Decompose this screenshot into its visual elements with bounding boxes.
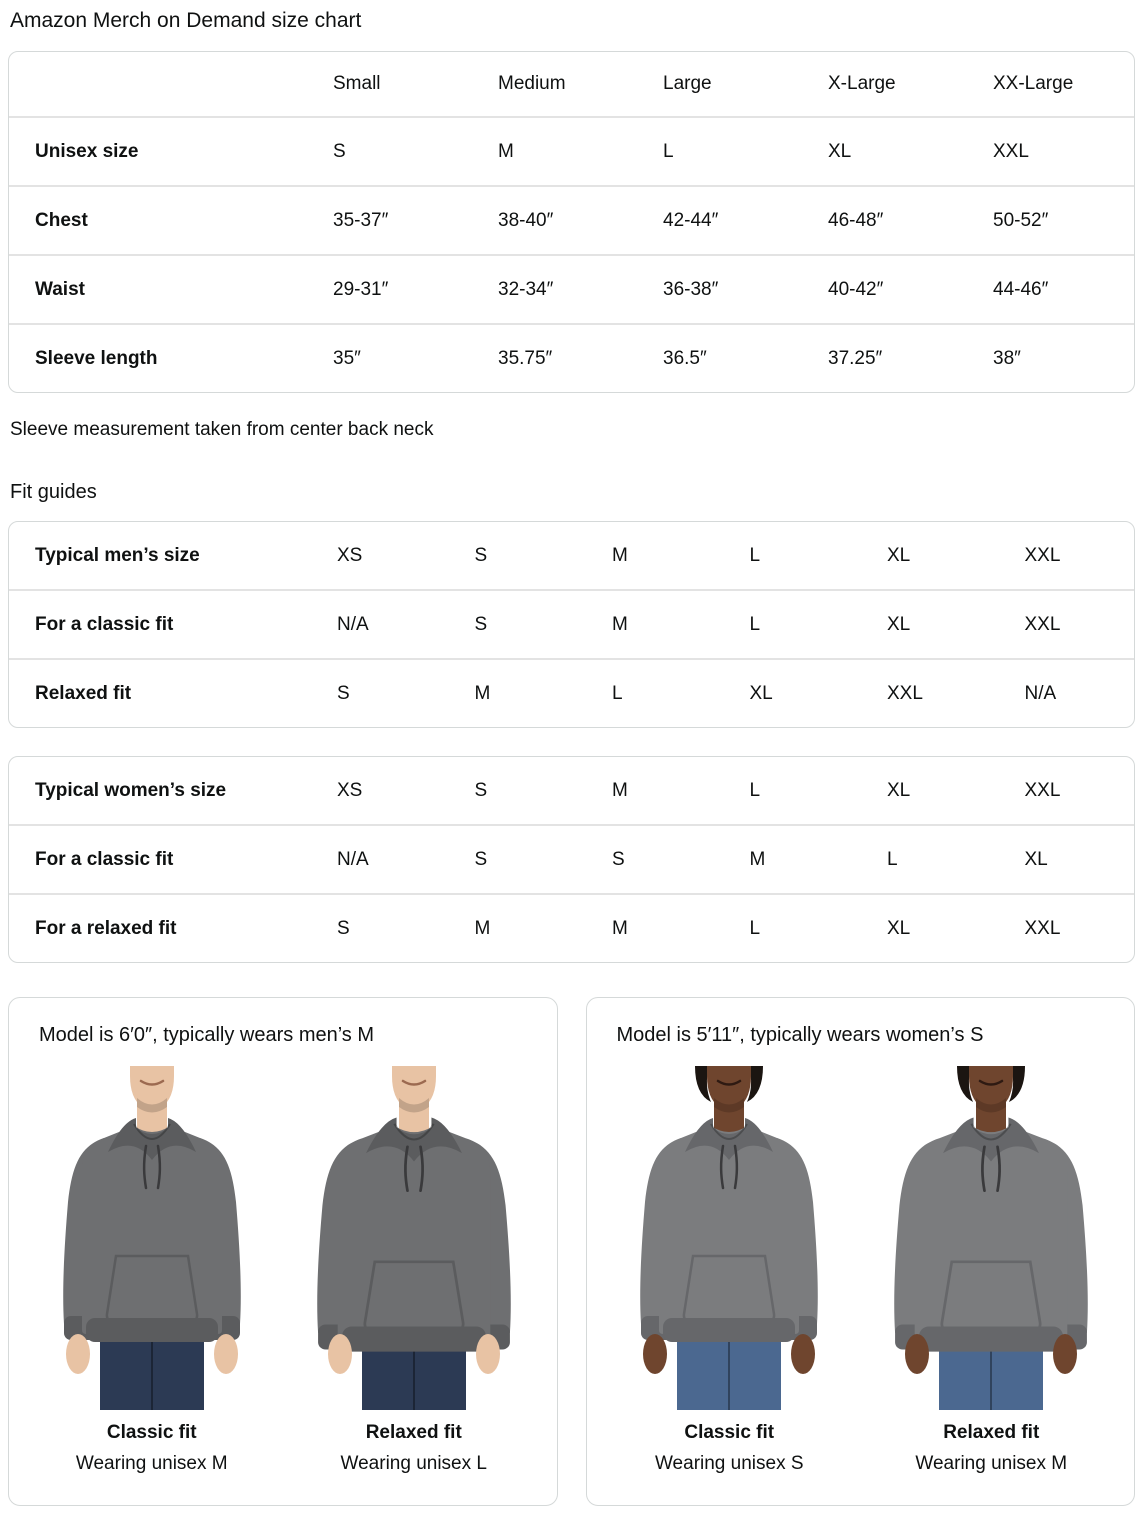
model-card-men <box>8 997 558 1506</box>
cell-value: XXL <box>1024 544 1061 566</box>
model-photos <box>605 1066 1117 1475</box>
model-figure <box>317 1066 511 1410</box>
female-relaxed-model-photo <box>873 1066 1109 1410</box>
fit-row-classic-fit <box>9 589 1134 658</box>
column-header-x-large: X-Large <box>828 73 896 94</box>
hoodie-illustration <box>63 1118 241 1342</box>
cell-value: N/A <box>1024 682 1057 704</box>
cell-value: M <box>612 544 628 566</box>
model-cards <box>8 997 1135 1506</box>
cell-value: XXL <box>1024 613 1061 635</box>
male-classic-model-photo <box>34 1066 270 1410</box>
cell-value: L <box>749 544 761 566</box>
cell-value: S <box>474 613 488 635</box>
cell-value: S <box>474 779 488 801</box>
fit-wearing: Wearing unisex L <box>340 1453 487 1474</box>
model-hand <box>66 1334 90 1374</box>
fit-name: Relaxed fit <box>365 1422 462 1443</box>
cell-value: XXL <box>887 682 923 704</box>
cell-value: XL <box>828 140 852 162</box>
column-header-xx-large: XX-Large <box>993 73 1074 94</box>
hoodie-illustration <box>640 1118 818 1342</box>
row-label: Waist <box>35 278 85 300</box>
fit-name: Classic fit <box>106 1422 197 1443</box>
cell-value: 29-31″ <box>333 278 389 300</box>
cell-value: L <box>887 848 898 870</box>
row-label: Unisex size <box>35 140 139 162</box>
cell-value: S <box>337 682 350 704</box>
model-figure <box>894 1066 1088 1410</box>
cell-value: S <box>474 848 488 870</box>
cell-value: N/A <box>337 613 369 635</box>
model-card-heading: Model is 6′0″, typically wears men’s M <box>39 1024 375 1046</box>
table-row-sleeve-length <box>9 323 1134 392</box>
fit-row-relaxed-fit <box>9 893 1134 962</box>
cell-value: 42-44″ <box>663 209 719 231</box>
row-label: Sleeve length <box>35 347 158 369</box>
cell-value: 35-37″ <box>333 209 389 231</box>
model-hand <box>476 1334 500 1374</box>
row-label: Chest <box>35 209 88 231</box>
cell-value: L <box>612 682 623 704</box>
row-label: For a classic fit <box>35 613 174 635</box>
table-header-row <box>9 52 1134 116</box>
cell-value: 46-48″ <box>828 209 884 231</box>
female-classic-model-photo <box>611 1066 847 1410</box>
cell-value: XL <box>887 544 911 566</box>
cell-value: 40-42″ <box>828 278 884 300</box>
sleeve-measurement-note: Sleeve measurement taken from center back neck <box>10 419 434 440</box>
cell-value: XL <box>887 613 911 635</box>
size-chart-table <box>8 51 1135 393</box>
cell-value: XL <box>749 682 773 704</box>
hoodie-illustration <box>317 1118 511 1352</box>
cell-value: XXL <box>1024 779 1061 801</box>
fit-wearing: Wearing unisex S <box>654 1453 804 1474</box>
cell-value: XL <box>1024 848 1048 870</box>
row-label: Typical women’s size <box>35 779 227 801</box>
fit-name: Relaxed fit <box>943 1422 1040 1443</box>
column-header-large: Large <box>663 73 712 94</box>
model-photo-women-classic <box>611 1066 847 1475</box>
cell-value: L <box>749 779 761 801</box>
cell-value: M <box>498 140 514 162</box>
cell-value: M <box>612 779 628 801</box>
model-card-heading: Model is 5′11″, typically wears women’s S <box>616 1024 984 1046</box>
cell-value: M <box>749 848 766 870</box>
cell-value: M <box>474 682 491 704</box>
cell-value: 32-34″ <box>498 278 554 300</box>
hoodie-illustration <box>894 1118 1088 1352</box>
cell-value: 35″ <box>333 347 361 369</box>
model-figure <box>63 1066 241 1410</box>
column-header-medium: Medium <box>498 73 566 94</box>
row-label: For a classic fit <box>35 848 174 870</box>
cell-value: XL <box>887 779 911 801</box>
cell-value: S <box>612 848 625 870</box>
cell-value: N/A <box>337 848 369 870</box>
cell-value: 38″ <box>993 347 1021 369</box>
row-label: Typical men’s size <box>35 544 200 566</box>
table-row-chest <box>9 185 1134 254</box>
cell-value: XXL <box>1024 917 1061 939</box>
fit-guide-women-table <box>8 756 1135 963</box>
table-row-unisex-size <box>9 116 1134 185</box>
cell-value: 44-46″ <box>993 278 1049 300</box>
fit-wearing: Wearing unisex M <box>915 1453 1068 1474</box>
male-relaxed-model-photo <box>296 1066 532 1410</box>
fit-row-classic-fit <box>9 824 1134 893</box>
model-photo-women-relaxed <box>873 1066 1109 1475</box>
cell-value: S <box>333 140 346 162</box>
cell-value: S <box>474 544 488 566</box>
model-hand <box>328 1334 352 1374</box>
model-hand <box>643 1334 667 1374</box>
cell-value: S <box>337 917 350 939</box>
cell-value: M <box>612 613 628 635</box>
table-row-waist <box>9 254 1134 323</box>
model-hand <box>214 1334 238 1374</box>
model-hand <box>791 1334 815 1374</box>
fit-guide-men-table <box>8 521 1135 728</box>
page-title: Amazon Merch on Demand size chart <box>10 9 362 32</box>
fit-name: Classic fit <box>684 1422 775 1443</box>
model-photo-men-classic <box>34 1066 270 1475</box>
cell-value: XXL <box>993 140 1029 162</box>
cell-value: L <box>663 140 674 162</box>
column-header-small: Small <box>333 73 381 94</box>
model-hand <box>905 1334 929 1374</box>
fit-row-relaxed-fit <box>9 658 1134 727</box>
row-label: For a relaxed fit <box>35 917 177 939</box>
cell-value: 36-38″ <box>663 278 719 300</box>
fit-row-typical-mens-size <box>9 522 1134 589</box>
cell-value: L <box>749 613 761 635</box>
cell-value: 38-40″ <box>498 209 554 231</box>
fit-wearing: Wearing unisex M <box>75 1453 228 1474</box>
cell-value: XS <box>337 544 363 566</box>
cell-value: 35.75″ <box>498 347 553 369</box>
cell-value: XS <box>337 779 363 801</box>
cell-value: 50-52″ <box>993 209 1049 231</box>
model-photo-men-relaxed <box>296 1066 532 1475</box>
fit-guides-heading: Fit guides <box>10 481 97 503</box>
cell-value: XL <box>887 917 911 939</box>
row-label: Relaxed fit <box>35 682 132 704</box>
model-card-women <box>586 997 1136 1506</box>
fit-row-typical-womens-size <box>9 757 1134 824</box>
cell-value: 36.5″ <box>663 347 707 369</box>
model-figure <box>640 1066 818 1410</box>
cell-value: M <box>474 917 491 939</box>
model-hand <box>1053 1334 1077 1374</box>
cell-value: M <box>612 917 628 939</box>
cell-value: L <box>749 917 761 939</box>
cell-value: 37.25″ <box>828 347 883 369</box>
model-photos <box>27 1066 539 1475</box>
